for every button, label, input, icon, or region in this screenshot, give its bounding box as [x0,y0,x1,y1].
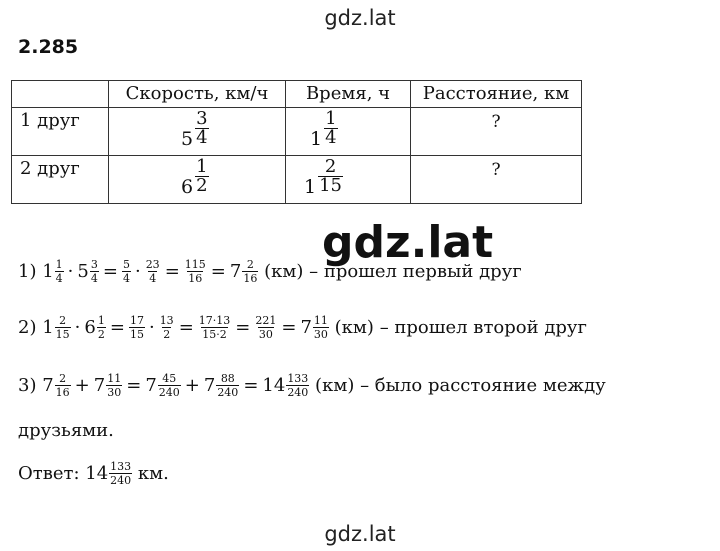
fraction: $\frac{115}{16}$ [184,258,206,285]
fraction: $\frac{11}{30}$ [313,314,328,341]
solution-step-3-continuation: друзьями. [18,420,114,441]
table-row [12,108,582,156]
solution-step-2: 2) 1 $\frac{2}{15}$ · 6 $\frac{1}{2}$ = $\frac{17}{15}$ · $\frac{13}{2}$ = $\frac{17\cdot 13}{15\cdot 2}$ = $\frac{221}{30}$ = 7 $\frac{11}{30}$ (км) – прошел второй друг [18,314,587,341]
watermark-bottom: gdz.lat [324,522,396,546]
row-label: 2 друг [12,156,109,204]
table-header-cell [12,81,109,108]
fraction: $\frac{17}{15}$ [129,314,144,341]
distance-cell: ? [411,156,582,204]
row-label: 1 друг [12,108,109,156]
fraction: $\frac{133}{240}$ [287,372,309,399]
watermark-middle: gdz.lat [316,214,499,272]
speed-cell [109,156,286,204]
fraction: $\frac{2}{16}$ [243,258,258,285]
watermark-top: gdz.lat [324,6,396,30]
fraction: $\frac{45}{240}$ [158,372,180,399]
table-header-cell: Скорость, км/ч [109,81,286,108]
fraction: $\frac{5}{4}$ [122,258,130,285]
fraction: $\frac{2}{15}$ [55,314,70,341]
answer-line: Ответ: 14 $\frac{133}{240}$ км. [18,460,169,487]
solution-step-1: 1) 1 $\frac{1}{4}$ · 5 $\frac{3}{4}$ = $\frac{5}{4}$ · $\frac{23}{4}$ = $\frac{115}{16}$ = 7 $\frac{2}{16}$ (км) – прошел первый друг [18,258,522,285]
table-header-cell: Время, ч [286,81,411,108]
speed-cell [109,108,286,156]
fraction: $\frac{1}{2}$ [97,314,105,341]
fraction: $\frac{23}{4}$ [145,258,160,285]
fraction: $\frac{17\cdot 13}{15\cdot 2}$ [198,314,231,341]
data-table [11,80,582,204]
fraction: $\frac{133}{240}$ [110,460,132,487]
fraction: $\frac{11}{30}$ [107,372,122,399]
time-cell [286,108,411,156]
fraction: $\frac{88}{240}$ [217,372,239,399]
mixed-number: 5 $\frac{3}{4}$ [181,107,208,150]
distance-cell: ? [411,108,582,156]
mixed-number: 1 $\frac{1}{4}$ [310,107,337,150]
fraction: $\frac{2}{16}$ [55,372,70,399]
solution-step-3: 3) 7 $\frac{2}{16}$ + 7 $\frac{11}{30}$ = 7 $\frac{45}{240}$ + 7 $\frac{88}{240}$ = 14 $\frac{133}{240}$ (км) – было расстояние между [18,372,606,399]
fraction: $\frac{1}{4}$ [55,258,63,285]
mixed-number: 1 $\frac{2}{15}$ [304,155,342,198]
table-header-row [12,81,582,108]
table-row [12,156,582,204]
table-header-cell: Расстояние, км [411,81,582,108]
fraction: $\frac{13}{2}$ [159,314,174,341]
problem-number: 2.285 [18,36,79,58]
time-cell [286,156,411,204]
fraction: $\frac{221}{30}$ [255,314,277,341]
mixed-number: 6 $\frac{1}{2}$ [181,155,208,198]
fraction: $\frac{3}{4}$ [90,258,98,285]
